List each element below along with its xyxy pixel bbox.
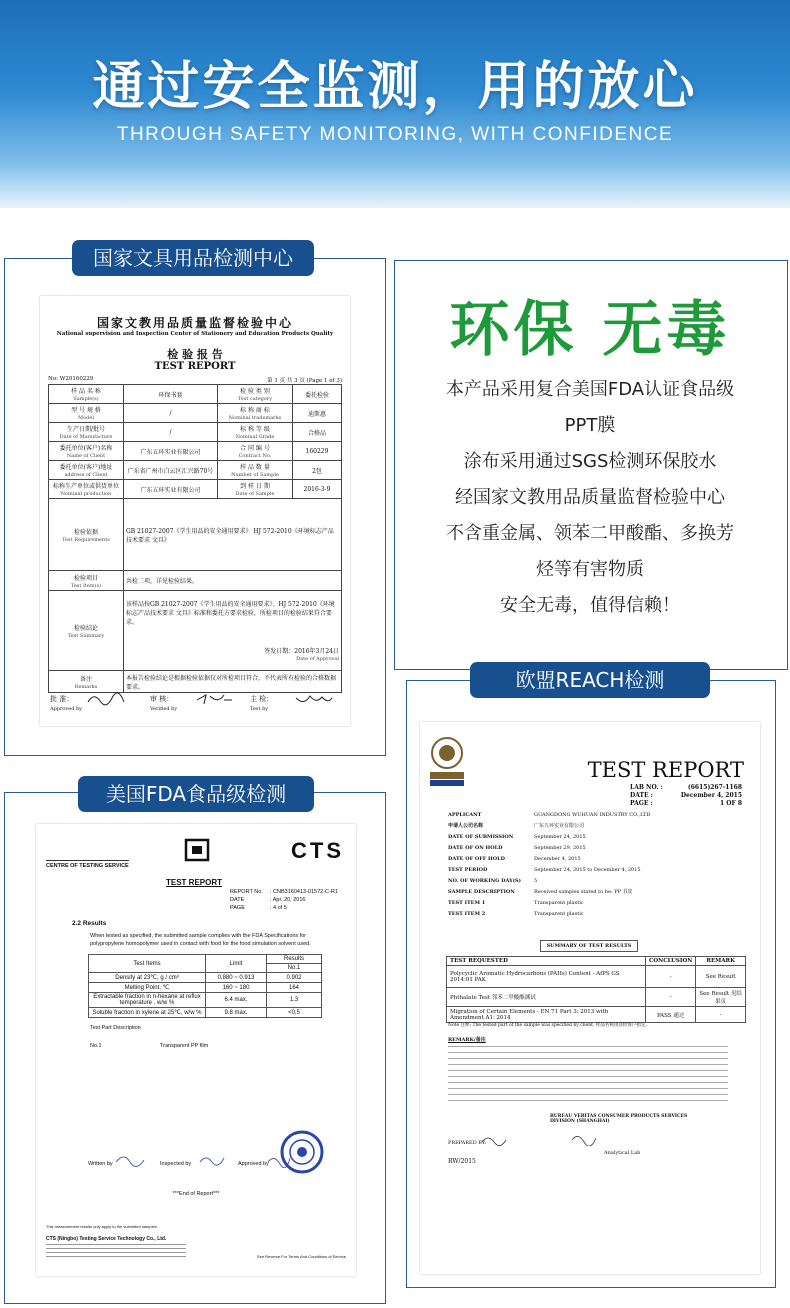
- bv-form: RW/2015: [448, 1158, 476, 1165]
- list-item: DATE OF OFF HOLD December 4, 2015: [448, 856, 581, 862]
- cts-meta: REPORT No. : CNB3160413-01572-C-R1 DATE : Apr. 20, 2016 PAGE : 4 of 5: [230, 889, 338, 911]
- table-row: 委托单位(客户)名称 Name of Client 广东五环实业有限公司 合 同 编 号 Contract No. 160229: [49, 442, 342, 461]
- table-row: 检验结论 Test Summary 该样品按GB 21027-2007《学生用品的安全通用要求》、HJ 572-2010《环境标志产品技术要求 文具》标准和委托方要求检验，所检项目的检验结果符合要求。 签发日期：2016年3月24日 Date of Approval: [49, 591, 342, 671]
- table-row: Extractable fraction in n-hexane at reflux temperature , w/w % 6.4 max. 1.3: [89, 993, 322, 1008]
- bv-prepared: PREPARED BY:: [448, 1140, 487, 1146]
- eco-line: PPT膜: [564, 415, 616, 436]
- eco-title: 环保 无毒: [449, 295, 731, 365]
- table-row: Soluble fraction in xylene at 25℃, w/w % 9.8 max. <0.5: [89, 1008, 322, 1018]
- page-title: 通过安全监测，用的放心: [92, 57, 698, 117]
- bureau-veritas-logo-icon: [430, 736, 464, 786]
- eco-description: [394, 372, 786, 624]
- cts-inspected-by: Inspected by: [160, 1161, 192, 1167]
- approver-signature: [86, 692, 126, 706]
- cts-part-desc: Test Part Description: [90, 1025, 141, 1031]
- list-item: 申请人公司名称 广东五环实业有限公司: [448, 823, 585, 829]
- bv-analytical: Analytical Lab: [604, 1150, 641, 1156]
- bv-meta: LAB NO. : (6615)267-1168 DATE : December 4, 2015 PAGE : 1 OF 8: [630, 784, 742, 807]
- table-row: 委托单位(客户)地址 address of Client 广东省广州市白云区汇兴路70号 样 品 数 量 Number of Sample 2包: [49, 461, 342, 480]
- cts-footer-see: See Reverse For Terms And Conditions of Service: [256, 1254, 346, 1259]
- table-row: 检验依据 Test Requirements GB 21027-2007《学生用品的安全通用要求》 HJ 572-2010《环境标志产品技术要求 文具》: [49, 499, 342, 571]
- list-item: TEST ITEM 2 Transparent plastic: [448, 911, 584, 917]
- table-row: Phthalate Test 邻苯二甲酸酯测试 - See Result 见结果页: [447, 988, 746, 1007]
- eco-line: 本产品采用复合美国FDA认证食品级: [445, 379, 735, 400]
- bv-summary-table: [446, 956, 746, 1023]
- cts-written-by: Written by: [88, 1161, 113, 1167]
- bv-test-report: [420, 722, 760, 1274]
- bv-note: Note 注释: The tested part of the sample was specified by client. 样品名称由送检客户指定。: [448, 1023, 650, 1028]
- bv-remarks: REMARK/备注: [448, 1037, 486, 1043]
- list-item: APPLICANT GUANGDONG WUHUAN INDUSTRY CO.,LTD: [448, 812, 651, 818]
- page-subtitle: THROUGH SAFETY MONITORING, WITH CONFIDENCE: [116, 124, 674, 145]
- cn-report-org-en: National supervision and Inspection Center of Stationery and Education Products Quality: [56, 331, 334, 337]
- section-title-reach: 欧盟REACH检测: [470, 662, 710, 698]
- cn-test-report: 国家文教用品质量监督检验中心 National supervision and Inspection Center of Stationery and Education Products Quality 检 验 报 告 TEST REPORT No: W20160229 第 1 页 共 3 页 (Page 1 of 3) 样 品 名 称 Sample(s) 环保书套 检 验 类 别 Test category 委托检验 型 号 规 格 Model / 标 称 商 标 Nominal trademarks 迪斯惠 生产日期/批号 Date of Manufacture / 标 称 等 级 Nominal Grade 合格品 委托单位(客户)名称 Name of Client 广东五环实业有限公司 合 同 编 号 Contract No. 160229 委托单位(客户)地址 address of Client 广东省广州市白云区汇兴路70号 样 品 数 量 Number of Sample 2包 标称生产单位或供货单位 Nominal production 广东五环实业有限公司 到 样 日 期 Date of Sample 2016-3-9 检验依据 Test Requirements GB 21027-2007《学生用品的安全通用要求》 HJ 572-2010《环境标志产品技术要求 文具》 检验项目 Test Item(s) 共检二项，详见检验结果。 检验结论 Test Summary 该样品按GB 21027-2007《学生用品的安全通用要求》、HJ 572-2010《环境标志产品技术要求 文具》标准和委托方要求检验，所检项目的检验结果符合要求。 签发日期：2016年3月24日 Date of Approval 备注 Remarks 本报告检验结论是根据检验依据仅对所检项目符合，不代表所有检验的合格数据要求。 批 准： Approved by 审 核： Verified by 主 检： Test by: [40, 296, 350, 726]
- cts-end: ***End of Report***: [172, 1191, 220, 1197]
- list-item: TEST ITEM 1 Transparent plastic: [448, 900, 584, 906]
- table-row: Test Items Limit Results: [89, 955, 322, 964]
- table-row: Migration of Certain Elements - EN 71 Part 3: 2013 with Amendment A1: 2014 PASS 通过 -: [447, 1007, 746, 1023]
- cn-report-table: [48, 384, 342, 693]
- eco-line: 不含重金属、领苯二甲酸酯、多换芳: [446, 523, 734, 544]
- list-item: NO. OF WORKING DAY(S) 5: [448, 878, 538, 884]
- bv-fields: [448, 810, 738, 920]
- table-row: Melting Point, ℃ 160 ~ 180 164: [89, 983, 322, 993]
- table-row: 生产日期/批号 Date of Manufacture / 标 称 等 级 Nominal Grade 合格品: [49, 423, 342, 442]
- list-item: TEST PERIOD September 24, 2015 to December 4, 2015: [448, 867, 641, 873]
- eco-line: 经国家文教用品质量监督检验中心: [455, 487, 725, 508]
- list-item: DATE OF SUBMISSION September 24, 2015: [448, 834, 586, 840]
- cn-report-title-en: TEST REPORT: [154, 361, 236, 372]
- verifier-signature: [194, 692, 234, 706]
- eco-line: 烃等有害物质: [536, 559, 644, 580]
- cn-report-org: 国家文教用品质量监督检验中心: [96, 316, 293, 330]
- table-row: TEST REQUESTED CONCLUSION REMARK: [447, 957, 746, 966]
- cts-approved-by: Approved by: [238, 1161, 269, 1167]
- cts-results-table: [88, 954, 322, 1018]
- eco-line: 安全无毒，值得信赖！: [500, 595, 680, 616]
- bv-title: TEST REPORT: [587, 758, 744, 782]
- eco-line: 涂布采用通过SGS检测环保胶水: [463, 451, 717, 472]
- table-row: 检验项目 Test Item(s) 共检二项，详见检验结果。: [49, 571, 342, 591]
- table-row: 标称生产单位或供货单位 Nominal production 广东五环实业有限公司 到 样 日 期 Date of Sample 2016-3-9: [49, 480, 342, 499]
- cts-logo-icon: [184, 838, 214, 862]
- cts-title: TEST REPORT: [166, 878, 223, 887]
- section-title-national-center: 国家文具用品检测中心: [72, 240, 314, 276]
- section-title-fda: 美国FDA食品级检测: [78, 776, 314, 812]
- cts-footer-note: This measurement results only apply to the submitted samples.: [46, 1224, 158, 1229]
- cts-section: 2.2 Results: [72, 920, 107, 927]
- table-row: Density at 23℃, g / cm³ 0.880 ~ 0.913 0.902: [89, 973, 322, 983]
- bv-signatures: [480, 1132, 600, 1146]
- bv-remark-lines: [448, 1046, 728, 1106]
- table-row: 型 号 规 格 Model / 标 称 商 标 Nominal trademarks 迪斯惠: [49, 404, 342, 423]
- cts-centre: CENTRE OF TESTING SERVICE: [46, 860, 129, 869]
- cts-test-report: [36, 824, 356, 1276]
- bv-lab-head: BUREAU VERITAS CONSUMER PRODUCTS SERVICES DIVISION (SHANGHAI): [550, 1114, 688, 1124]
- table-row: No.1: [89, 964, 322, 973]
- list-item: SAMPLE DESCRIPTION Received samples stated to be: PP 书皮: [448, 889, 633, 895]
- cts-brand: CTS: [291, 838, 344, 863]
- list-item: DATE OF ON HOLD September 29, 2015: [448, 845, 586, 851]
- table-row: 样 品 名 称 Sample(s) 环保书套 检 验 类 别 Test category 委托检验: [49, 385, 342, 404]
- cts-footer-lines: [46, 1244, 186, 1258]
- hero-banner: [0, 0, 790, 208]
- cn-report-page: 第 1 页 共 3 页 (Page 1 of 3): [267, 378, 342, 384]
- cts-intro: When tested as specified, the submitted sample complies with the FDA Specifications for polypropylene homopolymer used in contact with food for the food simulation solvent used.: [90, 933, 311, 947]
- cn-report-no: No: W20160229: [48, 376, 94, 382]
- cts-part-value: Transparent PP film: [160, 1043, 209, 1049]
- table-row: Polycyclic Aromatic Hydrocarbons (PAHs) Content - AfPS GS 2014:01 PAK - See Result: [447, 966, 746, 988]
- cts-part-no: No.1: [90, 1043, 102, 1049]
- cts-footer-company: CTS (Ningbo) Testing Service Technology Co., Ltd.: [46, 1236, 167, 1242]
- tester-signature: [294, 692, 334, 706]
- table-row: 备注 Remarks 本报告检验结论是根据检验依据仅对所检项目符合，不代表所有检验的合格数据要求。: [49, 671, 342, 693]
- cn-report-title: 检 验 报 告: [167, 348, 223, 361]
- bv-summary-title: SUMMARY OF TEST RESULTS: [540, 940, 638, 952]
- cts-seal-icon: [280, 1130, 324, 1174]
